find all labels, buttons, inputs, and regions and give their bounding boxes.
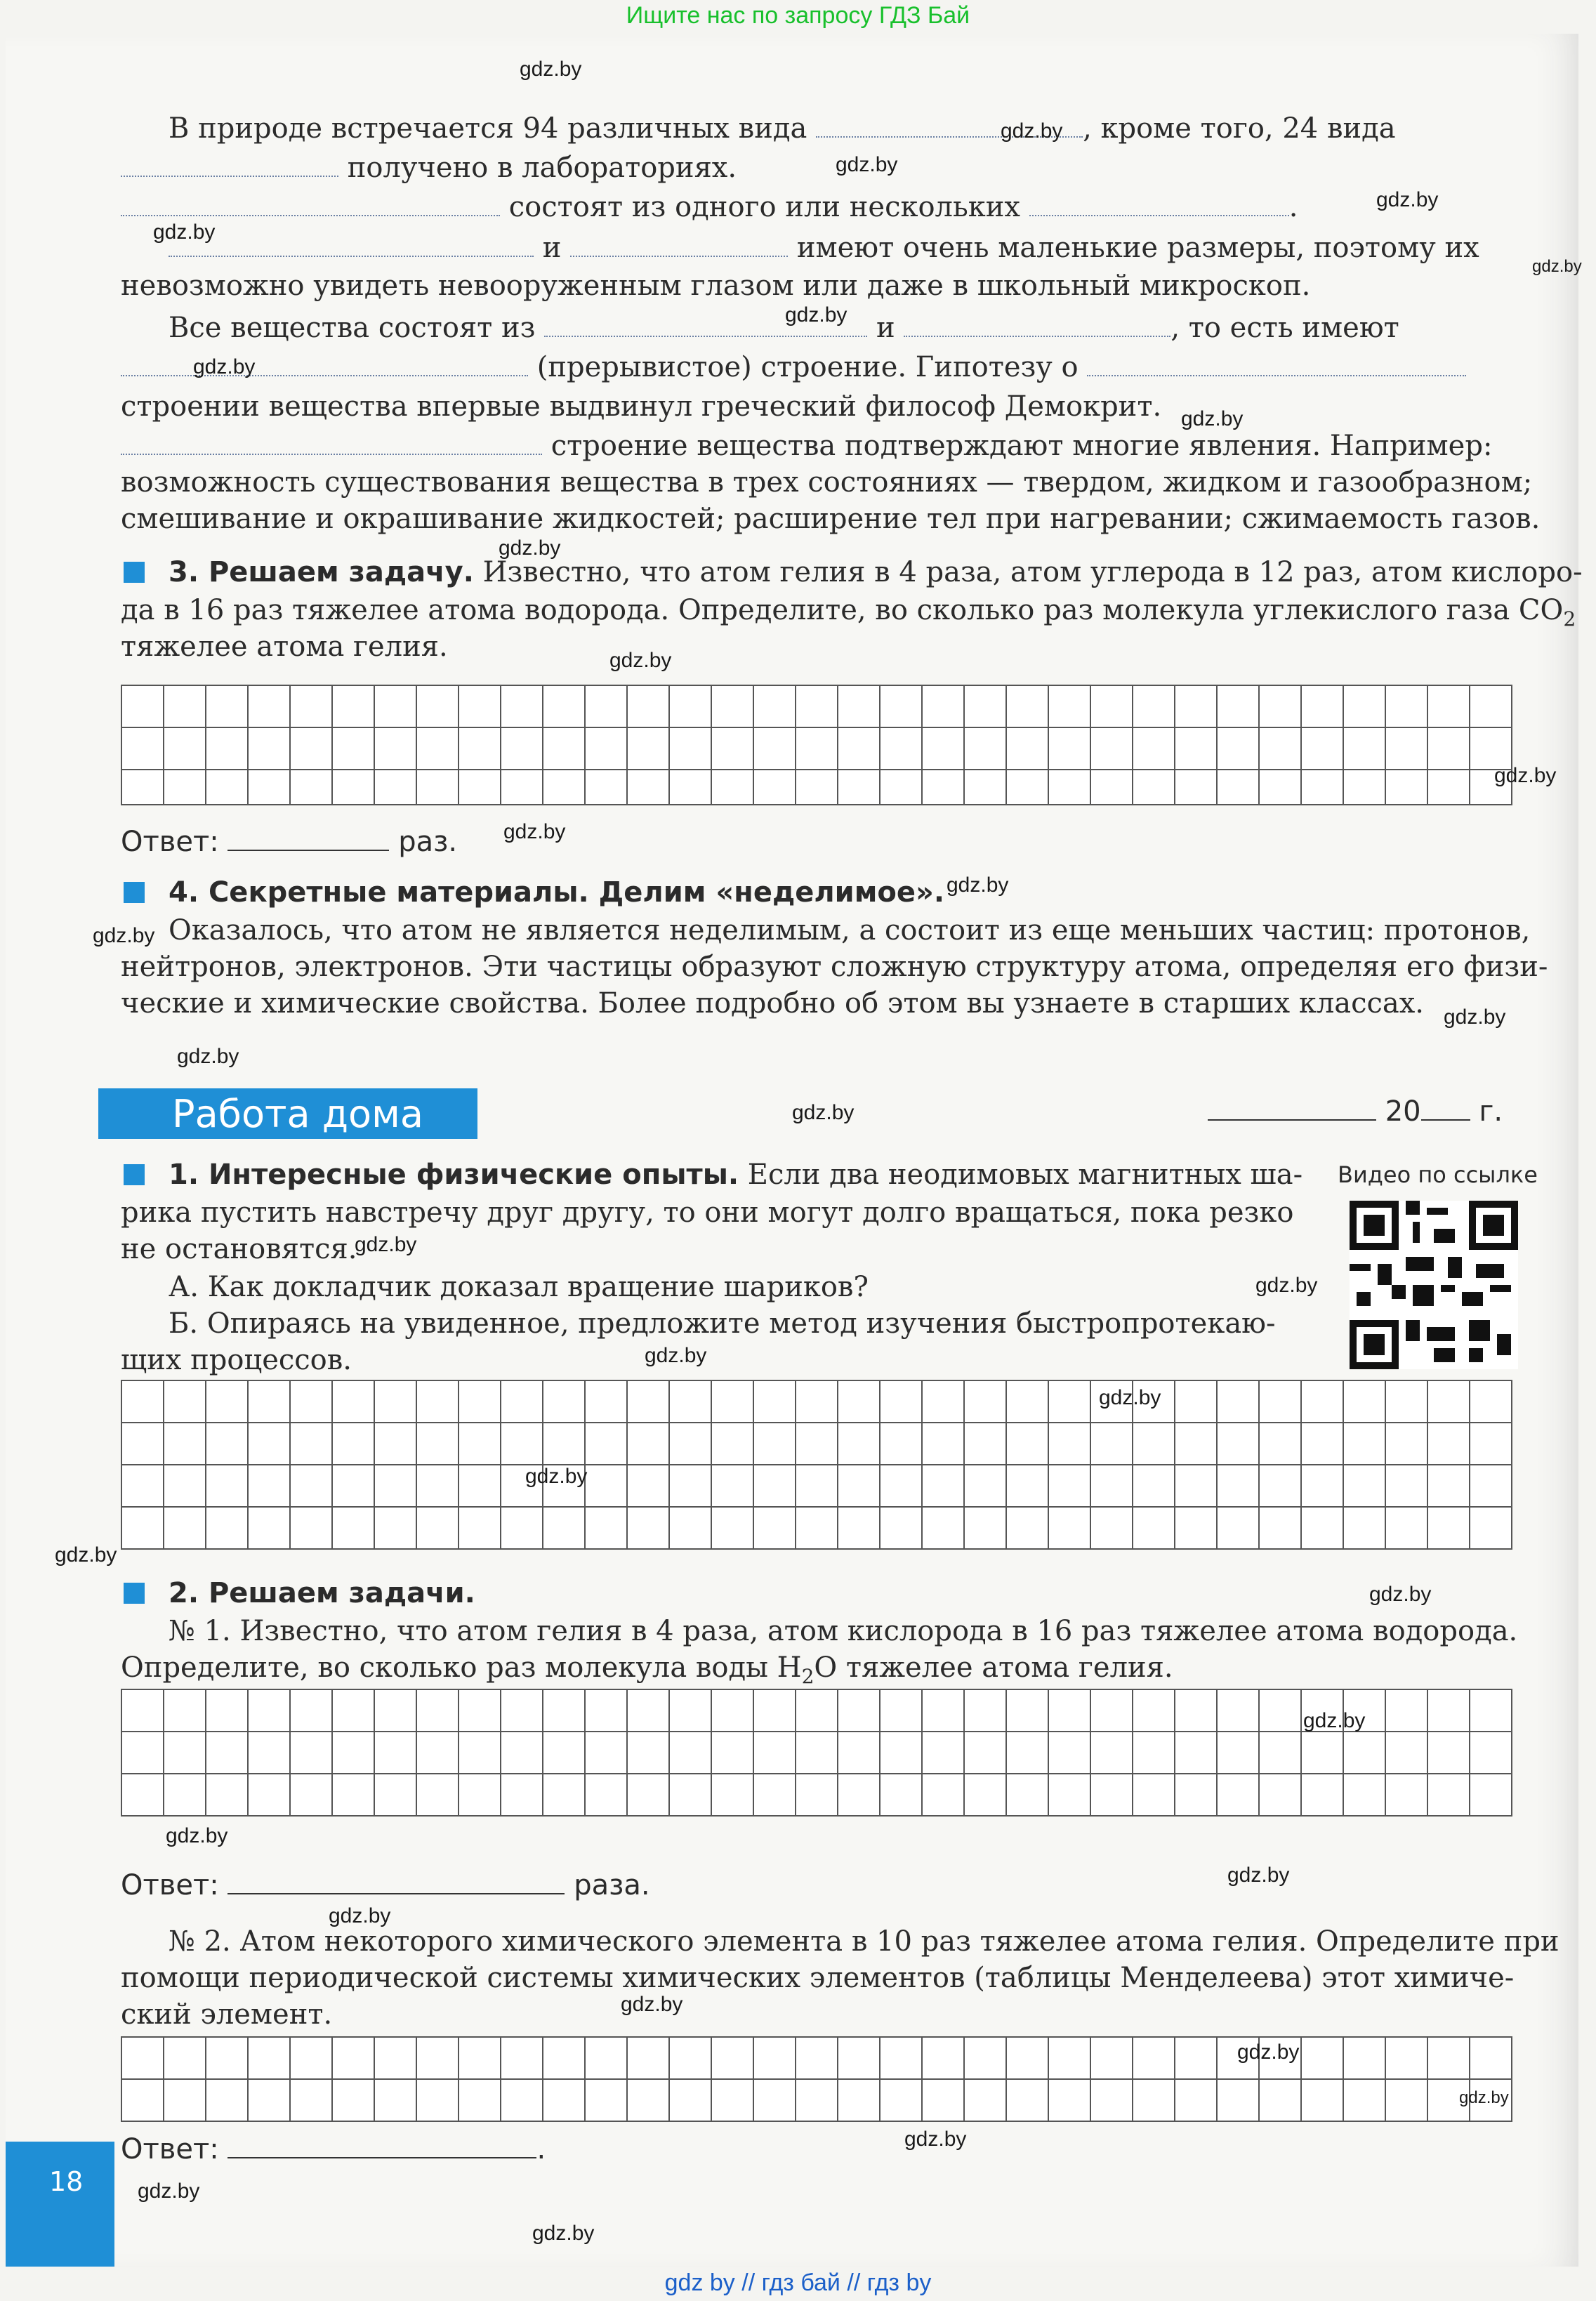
intro-text: состоят из одного или нескольких — [508, 191, 1020, 223]
intro-line-10: возможность существования вещества в трех состояниях — твердом, жидком и газообразном; — [121, 466, 1533, 499]
fill-blank[interactable] — [121, 368, 528, 376]
intro-text: , кроме того, 24 вида — [1083, 112, 1396, 145]
watermark: gdz.by — [1227, 1864, 1290, 1887]
intro-text: , то есть имеют — [1170, 312, 1399, 344]
hw-task1-line-1 — [169, 1156, 1302, 1194]
intro-line-7 — [121, 348, 1466, 386]
intro-text: получено в лабораториях. — [347, 152, 737, 184]
watermark: gdz.by — [904, 2128, 967, 2151]
watermark: gdz.by — [1303, 1709, 1366, 1732]
watermark: gdz.by — [1181, 407, 1244, 430]
answer-label: Ответ: — [121, 1869, 219, 1901]
watermark: gdz.by — [1237, 2040, 1300, 2064]
intro-line-8: строении вещества впервые выдвинул греческий философ Демокрит. — [121, 390, 1162, 423]
watermark: gdz.by — [520, 58, 582, 81]
fill-blank[interactable] — [544, 329, 867, 337]
problem1-text: Определите, во сколько раз молекула воды H — [121, 1651, 802, 1684]
intro-text: Все вещества состоят из — [169, 312, 536, 344]
problem2-answer — [121, 2130, 546, 2168]
intro-text: и — [876, 312, 895, 344]
hw-task1-line-3: не остановятся. — [121, 1233, 357, 1265]
watermark: gdz.by — [55, 1543, 117, 1567]
answer-field[interactable] — [227, 1893, 565, 1894]
date-suffix: г. — [1479, 1095, 1503, 1128]
intro-text: строение вещества подтверждают многие явления. Например: — [550, 430, 1493, 462]
fill-blank[interactable] — [121, 169, 338, 177]
answer-unit: раза. — [574, 1869, 650, 1901]
task4-line-1: Оказалось, что атом не является неделимым, а состоит из еще меньших частиц: протонов, — [169, 914, 1531, 947]
page-number: 18 — [49, 2166, 84, 2197]
task3-title: 3. Решаем задачу. — [169, 556, 474, 588]
watermark: gdz.by — [153, 220, 216, 244]
intro-line-5: невозможно увидеть невооруженным глазом или даже в школьный микроскоп. — [121, 270, 1311, 302]
watermark: gdz.by — [138, 2180, 200, 2203]
answer-field[interactable] — [227, 2157, 536, 2158]
watermark: gdz.by — [947, 873, 1009, 897]
watermark: gdz.by — [1369, 1583, 1432, 1606]
video-link-label: Видео по ссылке — [1338, 1161, 1538, 1188]
answer-unit: . — [536, 2133, 546, 2165]
bullet-square-icon — [124, 1583, 145, 1604]
hw-task1-title: 1. Интересные физические опыты. — [169, 1159, 739, 1191]
watermark: gdz.by — [166, 1824, 228, 1847]
hw-task1-line-2: рика пустить навстречу друг другу, то они могут долго вращаться, пока резко — [121, 1196, 1294, 1229]
intro-line-2 — [121, 149, 737, 187]
watermark: gdz.by — [1001, 119, 1063, 143]
intro-text: В природе встречается 94 различных вида — [169, 112, 807, 145]
intro-line-6 — [169, 309, 1399, 347]
watermark: gdz.by — [1099, 1386, 1161, 1409]
answer-grid[interactable] — [121, 1689, 1512, 1817]
answer-label: Ответ: — [121, 2133, 219, 2165]
watermark: gdz.by — [645, 1344, 707, 1367]
fill-blank[interactable] — [169, 249, 534, 257]
subscript: 2 — [1563, 607, 1576, 631]
fill-blank[interactable] — [904, 329, 1170, 337]
watermark: gdz.by — [525, 1465, 588, 1488]
problem1-text: O тяжелее атома гелия. — [814, 1651, 1173, 1684]
watermark: gdz.by — [503, 820, 566, 843]
watermark: gdz.by — [532, 2222, 595, 2245]
problem2-line-2: помощи периодической системы химических элементов (таблицы Менделеева) этот химиче- — [121, 1962, 1515, 1994]
watermark: gdz.by — [1376, 188, 1439, 211]
watermark: gdz.by — [1444, 1006, 1506, 1029]
watermark: gdz.by — [621, 1993, 683, 2016]
watermark: gdz.by — [1532, 257, 1582, 276]
task3-line-3: тяжелее атома гелия. — [121, 631, 448, 663]
watermark: gdz.by — [93, 924, 155, 947]
intro-line-4 — [169, 229, 1479, 267]
hw-task1-question-a: А. Как докладчик доказал вращение шариков? — [169, 1271, 869, 1303]
task3-line-1 — [169, 553, 1583, 591]
hw-task1-question-b-1: Б. Опираясь на увиденное, предложите метод изучения быстропротекаю- — [169, 1307, 1276, 1340]
subscript: 2 — [801, 1665, 815, 1688]
bullet-square-icon — [124, 562, 145, 583]
watermark: gdz.by — [193, 355, 256, 378]
intro-text: (прерывистое) строение. Гипотезу о — [536, 351, 1079, 383]
bullet-square-icon — [124, 1164, 145, 1185]
hw-task1-question-b-2: щих процессов. — [121, 1344, 352, 1376]
watermark: gdz.by — [329, 1904, 391, 1927]
answer-field[interactable] — [227, 850, 389, 851]
watermark: gdz.by — [836, 153, 898, 176]
fill-blank[interactable] — [570, 249, 788, 257]
answer-label: Ответ: — [121, 826, 219, 858]
watermark: gdz.by — [355, 1233, 417, 1256]
intro-text: и — [542, 232, 562, 264]
answer-unit: раз. — [398, 826, 458, 858]
intro-line-11: смешивание и окрашивание жидкостей; расширение тел при нагревании; сжимаемость газов. — [121, 503, 1541, 535]
watermark: gdz.by — [177, 1045, 239, 1068]
problem1-line-1: № 1. Известно, что атом гелия в 4 раза, атом кислорода в 16 раз тяжелее атома водорода. — [169, 1615, 1518, 1647]
watermark: gdz.by — [1494, 764, 1557, 787]
hw-task1-text: Если два неодимовых магнитных ша- — [747, 1159, 1303, 1191]
hw-task2-title: 2. Решаем задачи. — [169, 1577, 475, 1609]
task4-title: 4. Секретные материалы. Делим «неделимое». — [169, 876, 945, 909]
task4-line-2: нейтронов, электронов. Эти частицы образуют сложную структуру атома, определяя его физи- — [121, 951, 1548, 983]
task3-text: да в 16 раз тяжелее атома водорода. Определите, во сколько раз молекула углекислого газа CO — [121, 594, 1564, 626]
intro-text: . — [1288, 191, 1298, 223]
problem2-line-3: ский элемент. — [121, 1998, 333, 2031]
watermark: gdz.by — [499, 536, 561, 560]
page-number-box — [6, 2142, 114, 2267]
fill-blank[interactable] — [121, 208, 500, 216]
footer-links[interactable]: gdz by // гдз бай // гдз by — [664, 2269, 932, 2296]
watermark: gdz.by — [609, 649, 672, 672]
watermark: gdz.by — [785, 303, 848, 327]
date-year-field[interactable] — [1421, 1119, 1470, 1121]
date-year-prefix: 20 — [1385, 1095, 1421, 1128]
fill-blank[interactable] — [1029, 208, 1289, 216]
task3-text: Известно, что атом гелия в 4 раза, атом углерода в 12 раз, атом кислоро- — [482, 556, 1583, 588]
intro-line-1 — [169, 110, 1396, 147]
problem2-line-1: № 2. Атом некоторого химического элемента в 10 раз тяжелее атома гелия. Определите при — [169, 1925, 1559, 1958]
fill-blank[interactable] — [1087, 368, 1466, 376]
answer-grid[interactable] — [121, 685, 1512, 805]
intro-line-9 — [121, 427, 1492, 465]
bullet-square-icon — [124, 882, 145, 903]
watermark: gdz.by — [792, 1101, 855, 1124]
problem1-answer — [121, 1866, 650, 1904]
intro-line-3 — [121, 188, 1298, 226]
date-day-month-field[interactable] — [1208, 1119, 1376, 1121]
section-title: Работа дома — [172, 1092, 423, 1136]
task3-answer — [121, 823, 457, 861]
top-banner: Ищите нас по запросу ГДЗ Бай — [626, 2, 970, 29]
task4-line-3: ческие и химические свойства. Более подробно об этом вы узнаете в старших классах. — [121, 987, 1424, 1020]
intro-text: имеют очень маленькие размеры, поэтому их — [796, 232, 1479, 264]
answer-grid[interactable] — [121, 2036, 1512, 2122]
answer-grid[interactable] — [121, 1380, 1512, 1550]
watermark: gdz.by — [1255, 1274, 1318, 1297]
watermark: gdz.by — [1459, 2088, 1509, 2107]
qr-code-icon[interactable] — [1350, 1201, 1518, 1369]
fill-blank[interactable] — [121, 447, 542, 455]
date-field — [1208, 1093, 1503, 1130]
